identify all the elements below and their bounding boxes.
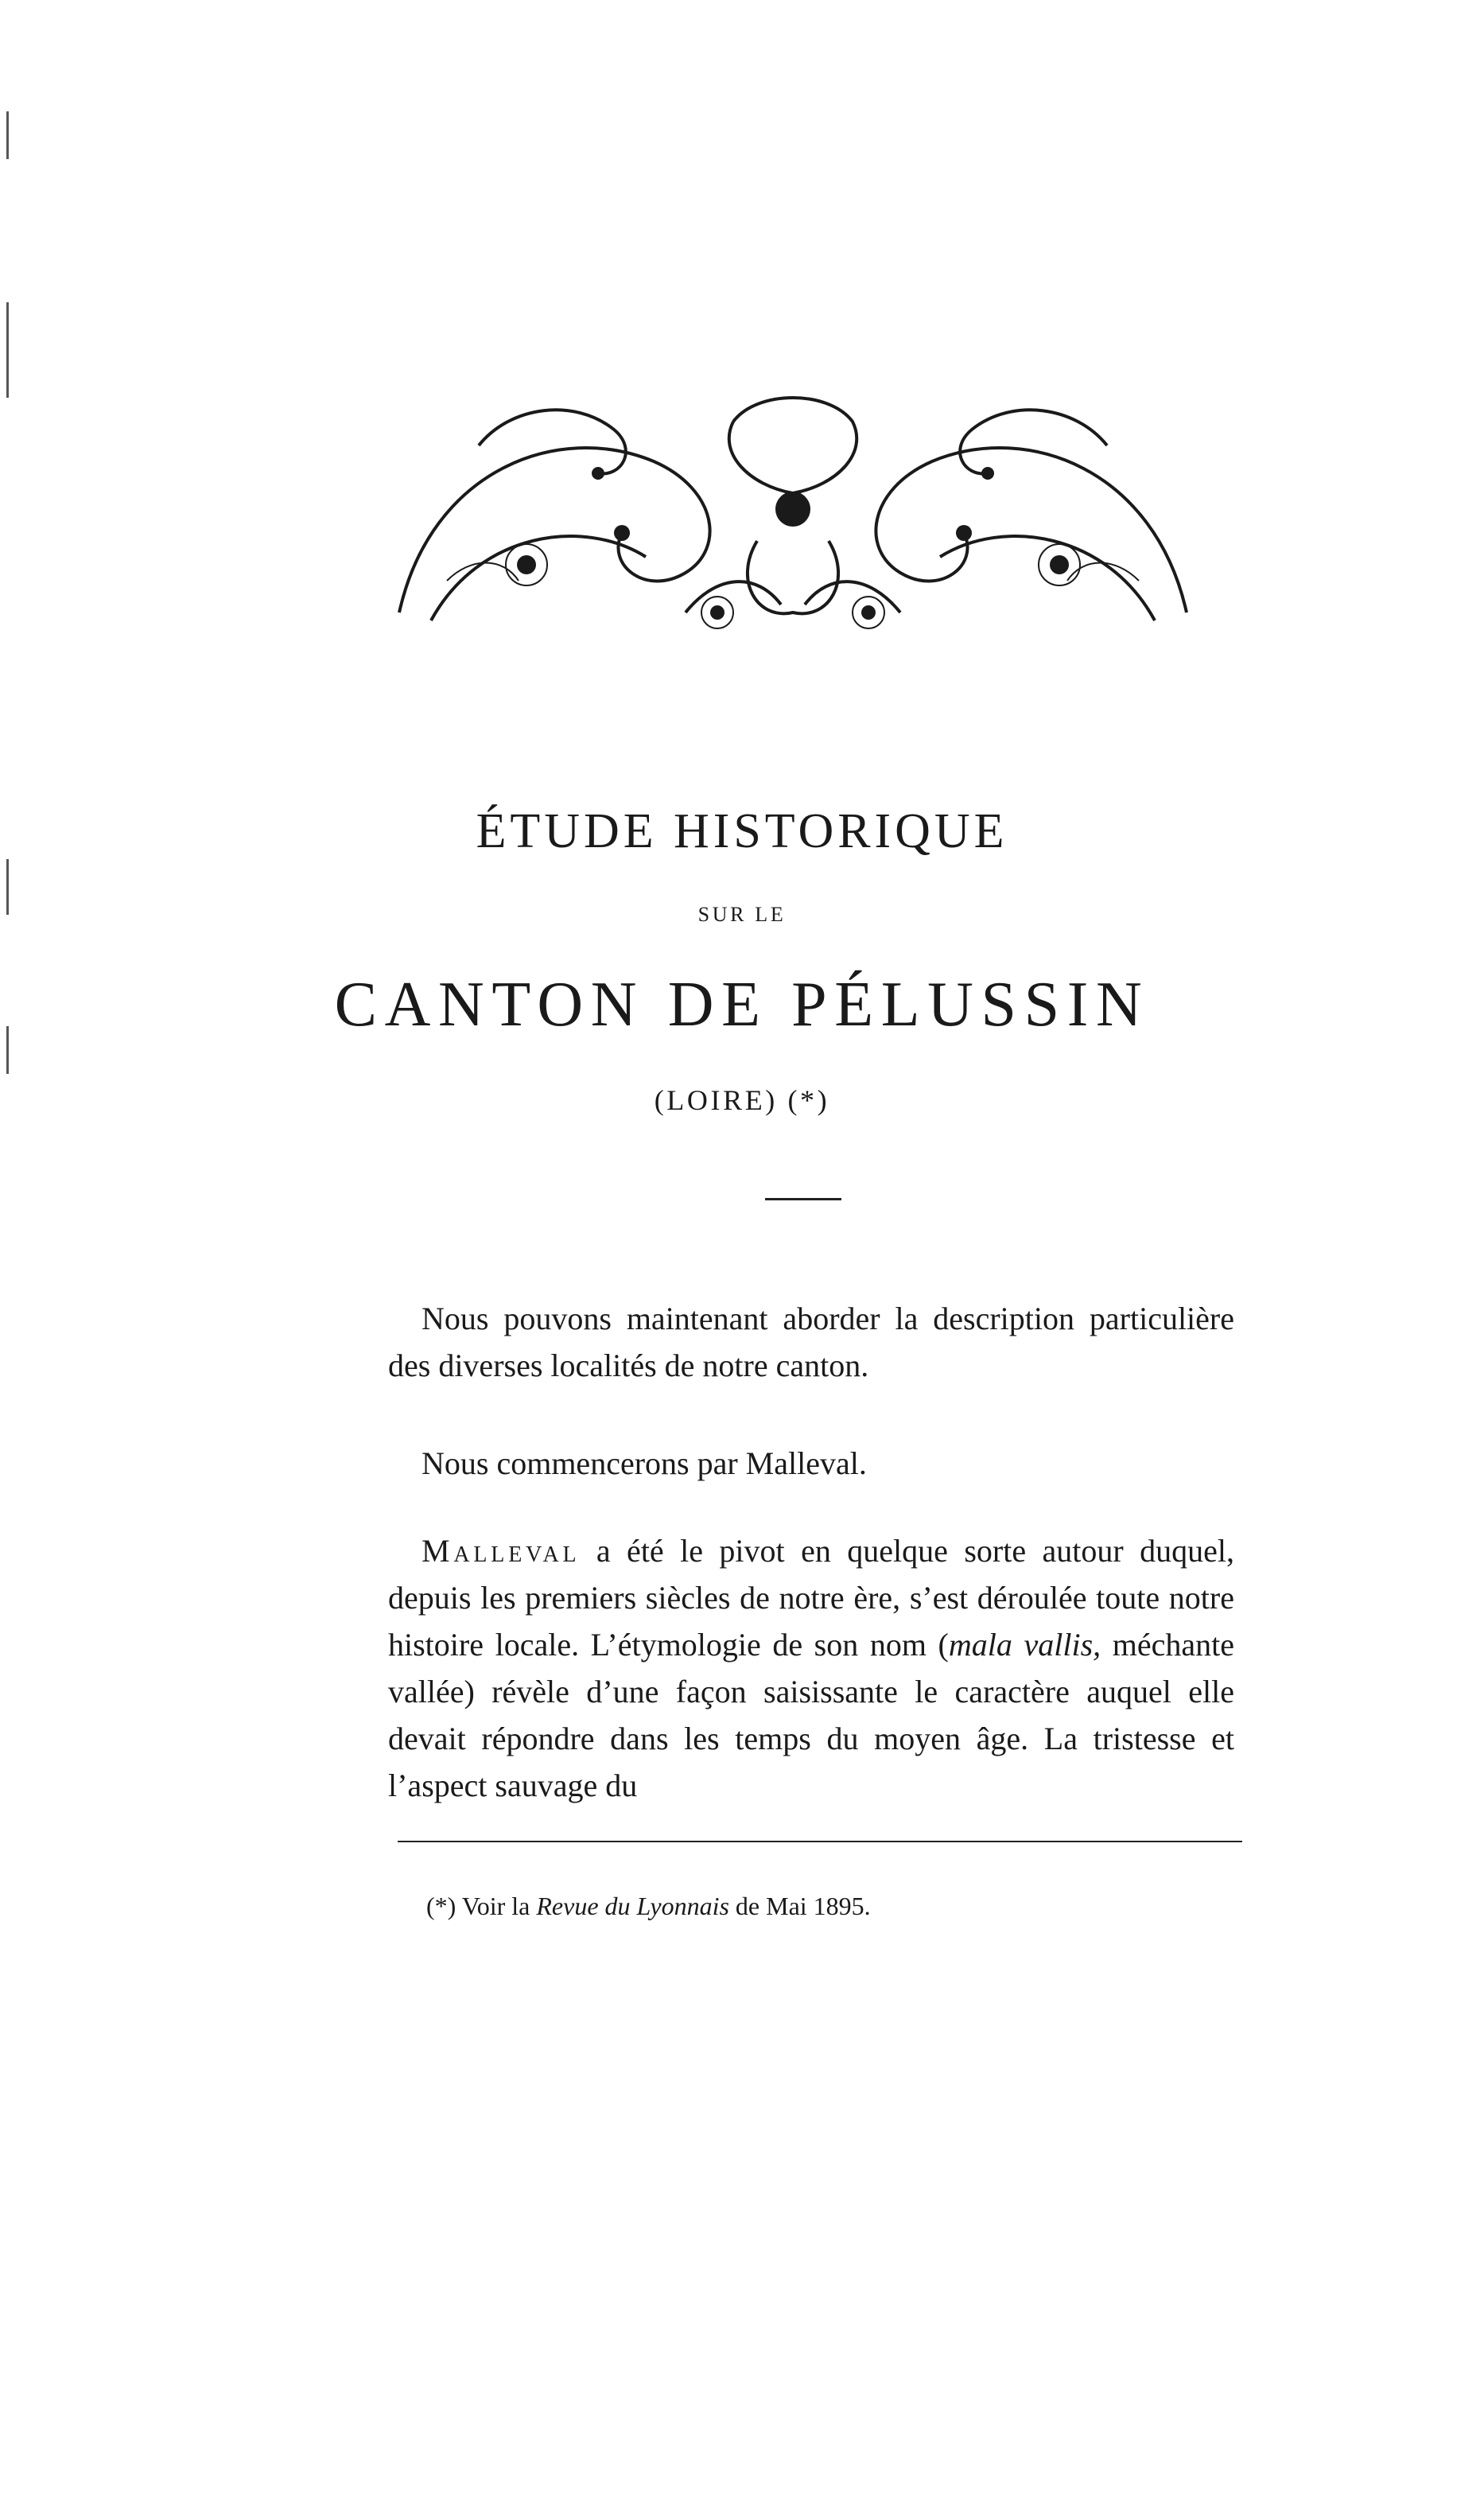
floral-scroll-ornament-icon <box>383 374 1202 636</box>
footnote-journal: Revue du Lyonnais <box>536 1892 729 1920</box>
scan-edge-mark <box>6 302 9 398</box>
footnote-text: de Mai 1895. <box>728 1892 871 1920</box>
footnote-rule <box>398 1841 1242 1842</box>
paragraph-malleval <box>388 1527 1234 1809</box>
lead-word: Malleval <box>422 1533 581 1569</box>
paragraph-malleval-intro: Nous commencerons par Malleval. <box>422 1445 867 1481</box>
paragraph-text: méchante vallée) révèle d’une façon saisissante le caractère auquel elle devait répondre dans les temps du moyen âge. La tristesse et l’aspect sauvage du <box>388 1627 1234 1803</box>
section-divider <box>765 1198 841 1200</box>
main-heading: ÉTUDE HISTORIQUE <box>476 804 1008 858</box>
page-title: CANTON DE PÉLUSSIN <box>334 970 1150 1040</box>
paragraph-text: a été le pivot en quelque sorte autour duquel, depuis les premiers siècles de notre ère, s’est déroulée toute notre histoire locale. L’étymologie de son nom ( <box>388 1533 1234 1663</box>
region-heading: (LOIRE) (*) <box>654 1084 830 1116</box>
footnote <box>426 1892 871 1921</box>
sub-heading: SUR LE <box>697 903 787 926</box>
paragraph-intro: Nous pouvons maintenant aborder la description particulière des diverses localités de notre canton. <box>388 1301 1234 1383</box>
footnote-text: (*) Voir la <box>426 1892 537 1920</box>
latin-phrase: mala vallis, <box>948 1627 1101 1663</box>
scan-edge-mark <box>6 111 9 159</box>
